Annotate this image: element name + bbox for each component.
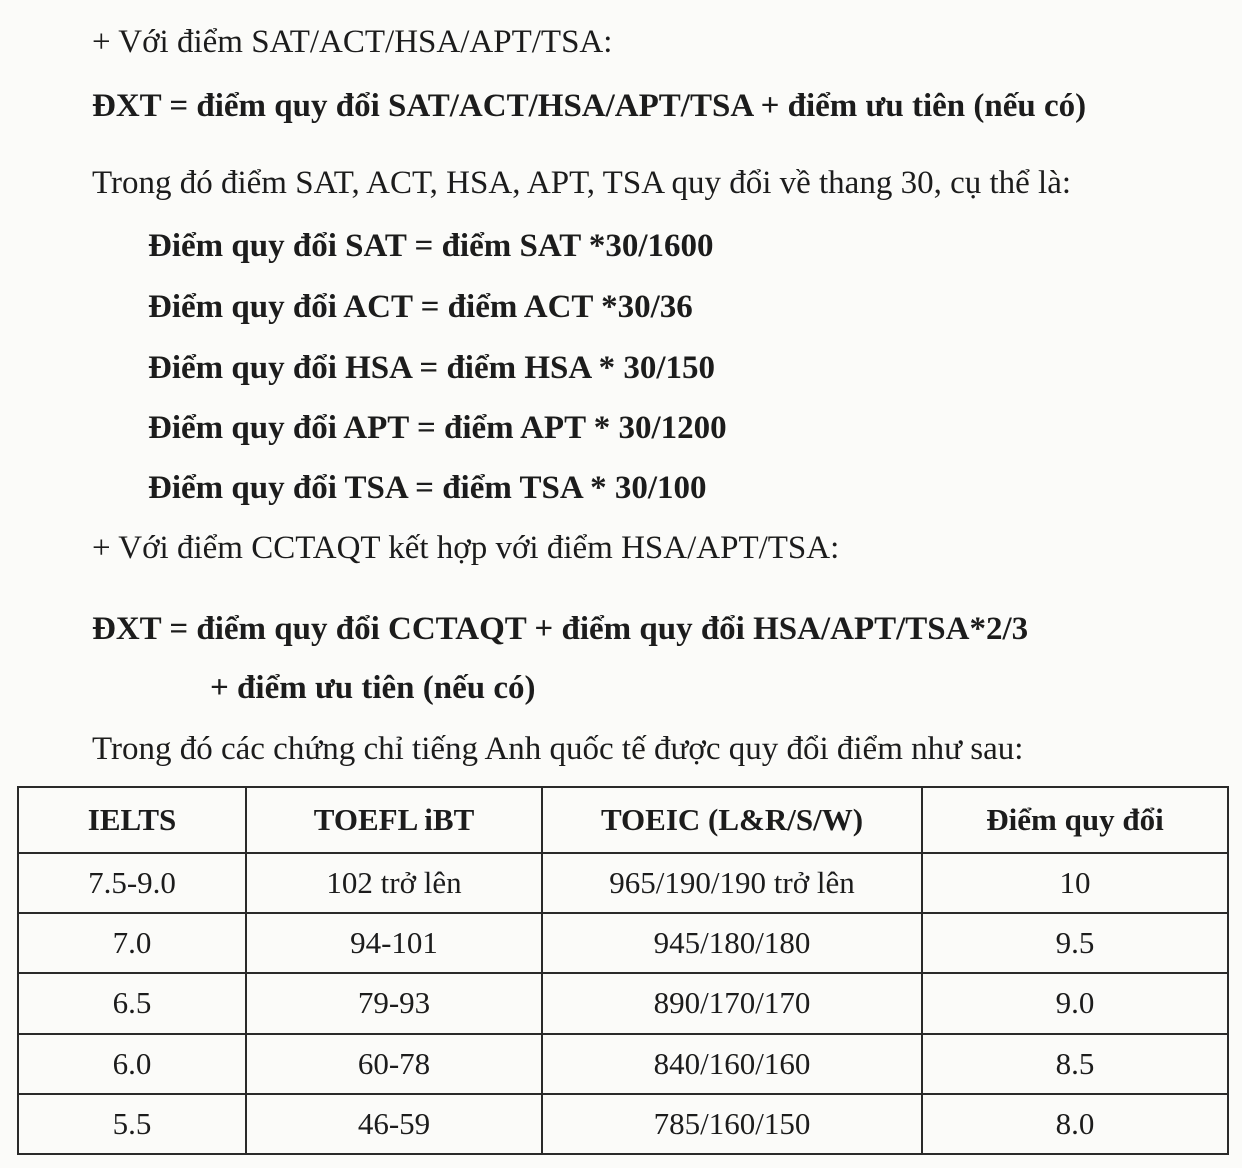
cctaqt-heading: + Với điểm CCTAQT kết hợp với điểm HSA/APT/TSA: xyxy=(92,530,840,566)
cell-converted-score: 10 xyxy=(922,853,1228,913)
cell-converted-score: 9.0 xyxy=(922,973,1228,1033)
cell-toeic: 965/190/190 trở lên xyxy=(542,853,922,913)
cell-toefl: 94-101 xyxy=(246,913,542,973)
dxt-formula-2-continued: + điểm ưu tiên (nếu có) xyxy=(210,670,536,706)
cell-converted-score: 9.5 xyxy=(922,913,1228,973)
cell-ielts: 6.5 xyxy=(18,973,246,1033)
sat-formula: Điểm quy đổi SAT = điểm SAT *30/1600 xyxy=(148,228,714,264)
header-converted-score: Điểm quy đổi xyxy=(922,787,1228,853)
dxt-formula-1: ĐXT = điểm quy đổi SAT/ACT/HSA/APT/TSA + điểm ưu tiên (nếu có) xyxy=(92,88,1087,124)
cell-ielts: 6.0 xyxy=(18,1034,246,1094)
cell-ielts: 5.5 xyxy=(18,1094,246,1154)
header-ielts: IELTS xyxy=(18,787,246,853)
hsa-formula: Điểm quy đổi HSA = điểm HSA * 30/150 xyxy=(148,350,716,386)
table-row xyxy=(18,853,1228,913)
table-header-row xyxy=(18,787,1228,853)
cell-toeic: 840/160/160 xyxy=(542,1034,922,1094)
table-row xyxy=(18,1094,1228,1154)
cell-ielts: 7.0 xyxy=(18,913,246,973)
cell-toeic: 785/160/150 xyxy=(542,1094,922,1154)
cell-toeic: 890/170/170 xyxy=(542,973,922,1033)
cell-toefl: 60-78 xyxy=(246,1034,542,1094)
cell-toefl: 46-59 xyxy=(246,1094,542,1154)
table-row xyxy=(18,1034,1228,1094)
header-toeic: TOEIC (L&R/S/W) xyxy=(542,787,922,853)
act-formula: Điểm quy đổi ACT = điểm ACT *30/36 xyxy=(148,289,693,325)
cell-ielts: 7.5-9.0 xyxy=(18,853,246,913)
table-row xyxy=(18,913,1228,973)
cell-toefl: 79-93 xyxy=(246,973,542,1033)
score-conversion-table xyxy=(17,786,1229,1155)
table-row xyxy=(18,973,1228,1033)
header-toefl: TOEFL iBT xyxy=(246,787,542,853)
cell-toeic: 945/180/180 xyxy=(542,913,922,973)
cell-converted-score: 8.0 xyxy=(922,1094,1228,1154)
cell-converted-score: 8.5 xyxy=(922,1034,1228,1094)
dxt-formula-2: ĐXT = điểm quy đổi CCTAQT + điểm quy đổi HSA/APT/TSA*2/3 xyxy=(92,611,1029,647)
certificate-intro: Trong đó các chứng chỉ tiếng Anh quốc tế được quy đổi điểm như sau: xyxy=(92,731,1024,767)
conversion-intro: Trong đó điểm SAT, ACT, HSA, APT, TSA quy đổi về thang 30, cụ thể là: xyxy=(92,165,1072,201)
apt-formula: Điểm quy đổi APT = điểm APT * 30/1200 xyxy=(148,410,727,446)
sat-act-heading: + Với điểm SAT/ACT/HSA/APT/TSA: xyxy=(92,24,613,60)
tsa-formula: Điểm quy đổi TSA = điểm TSA * 30/100 xyxy=(148,470,707,506)
cell-toefl: 102 trở lên xyxy=(246,853,542,913)
